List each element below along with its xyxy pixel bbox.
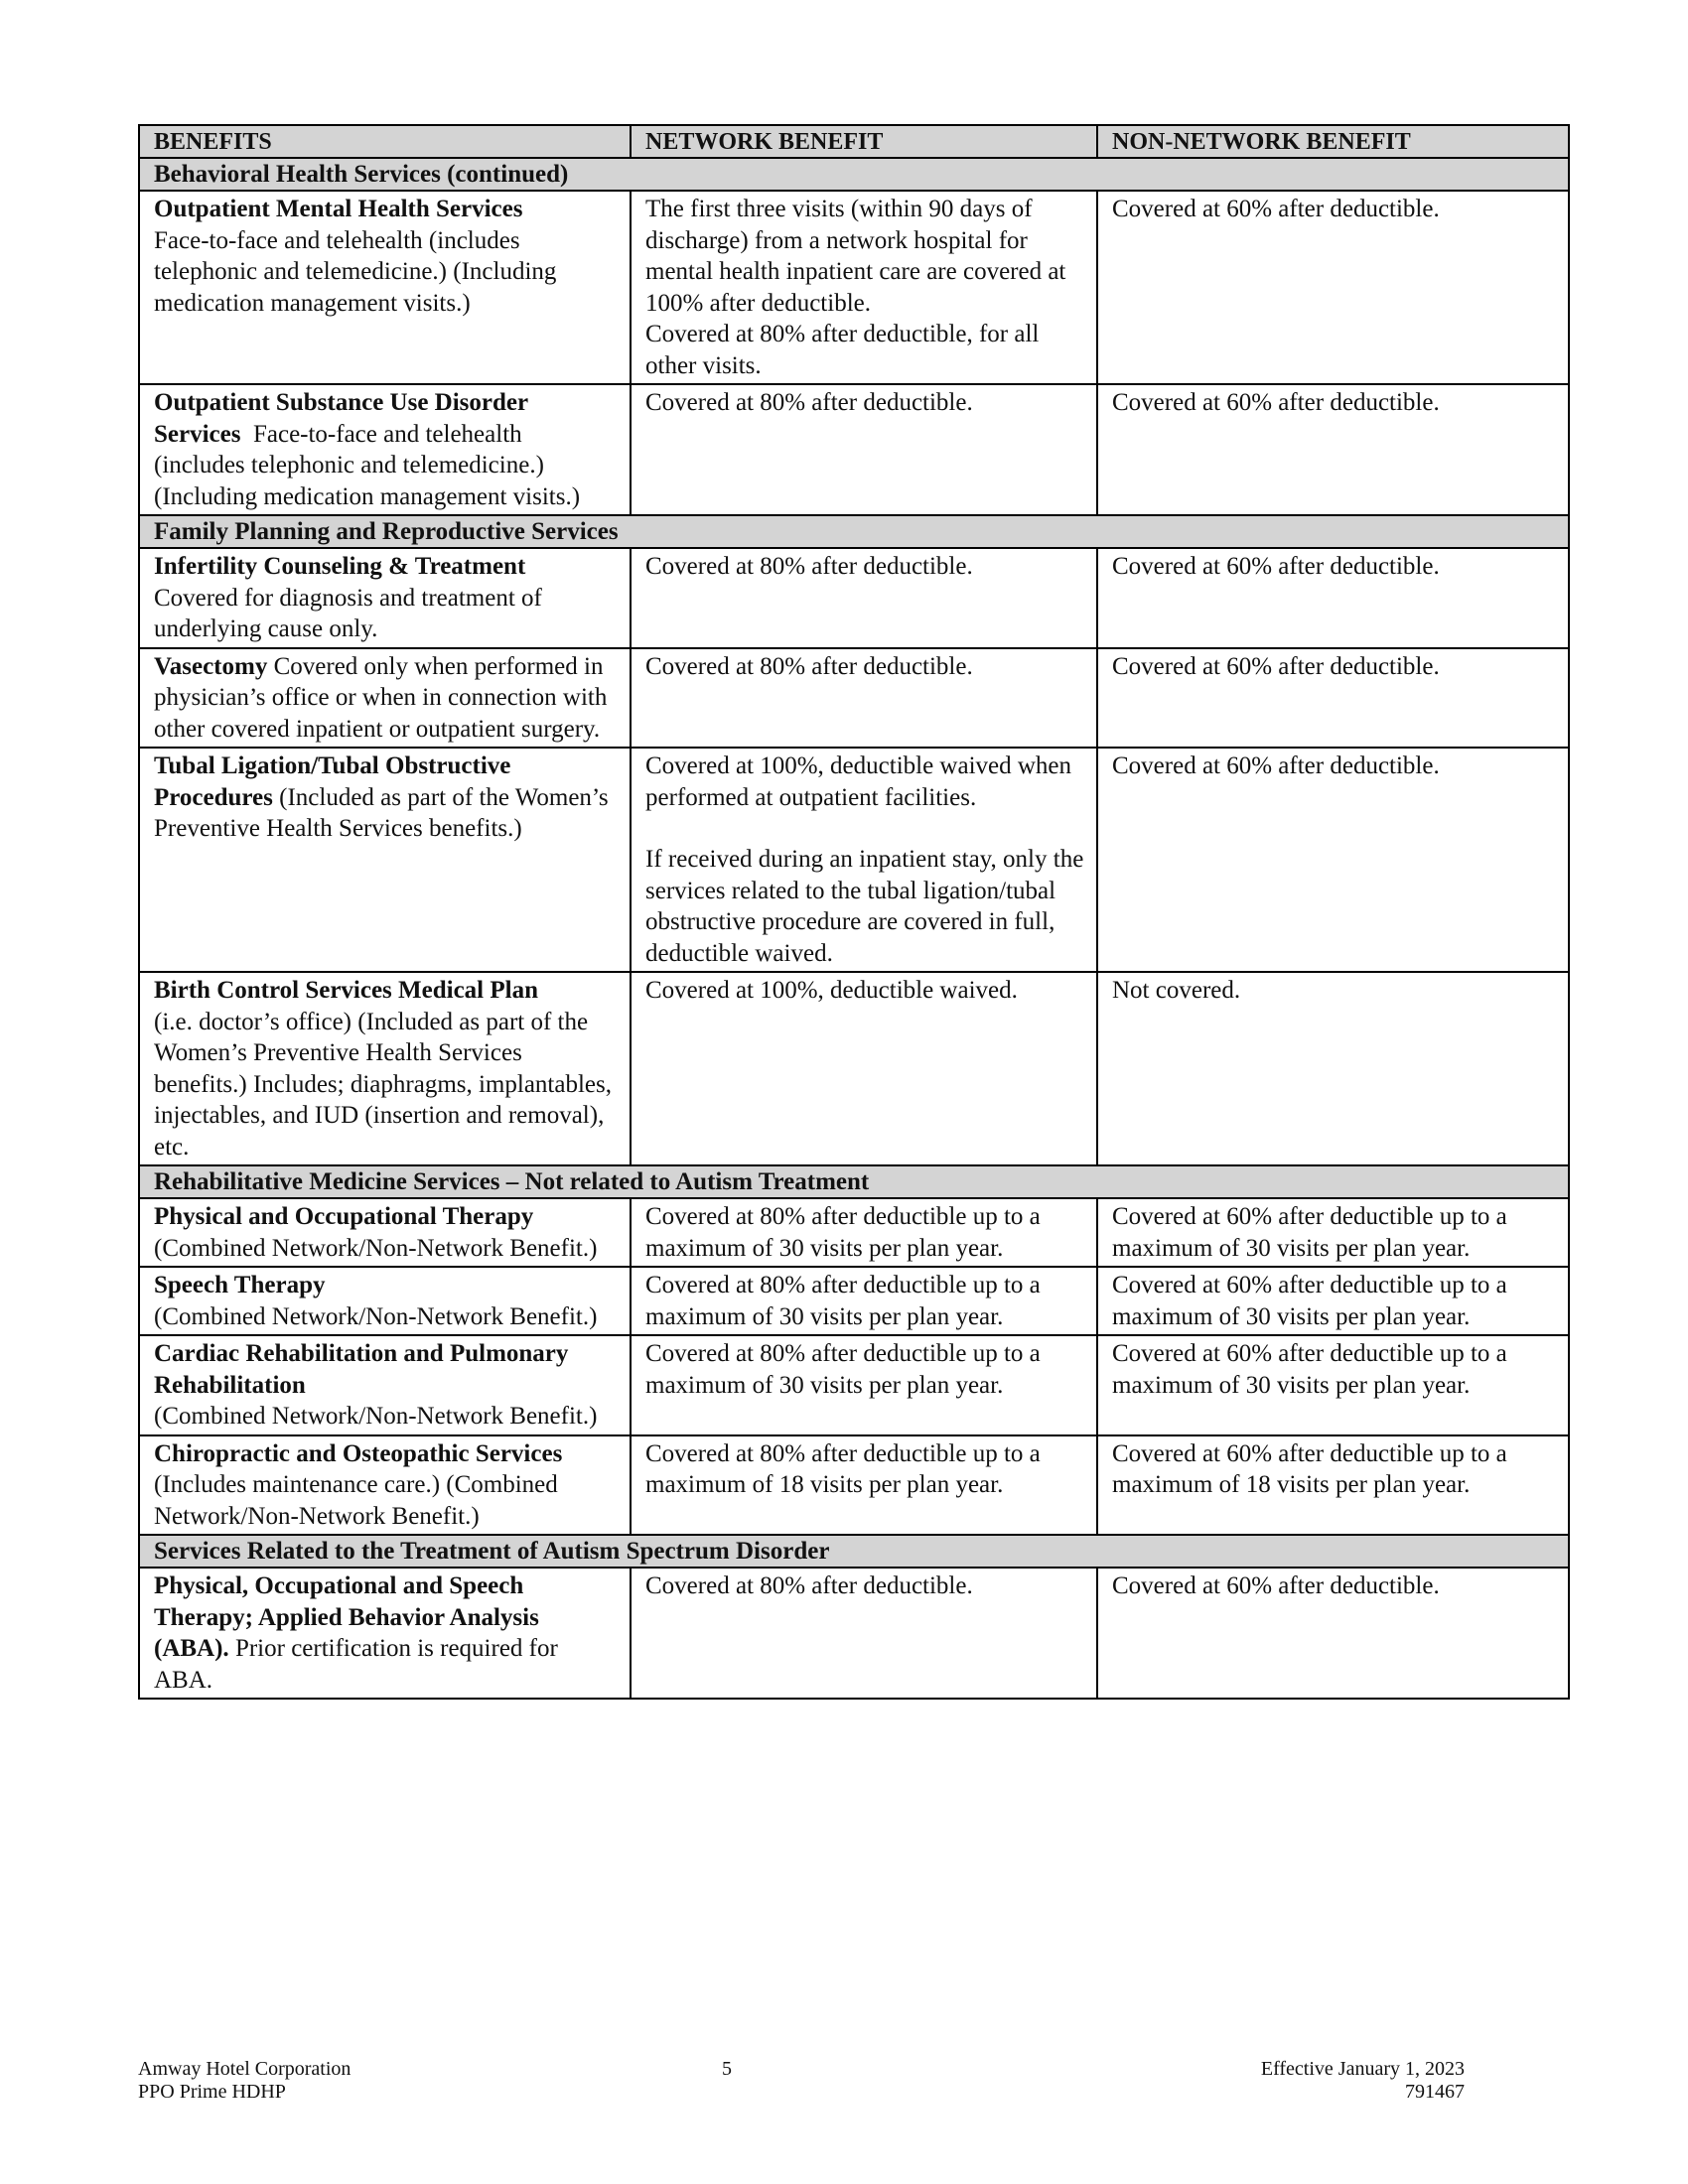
footer-plan: PPO Prime HDHP bbox=[138, 2081, 286, 2103]
benefit-cell bbox=[139, 748, 631, 972]
table-row bbox=[139, 1568, 1569, 1699]
benefit-name: Vasectomy bbox=[154, 652, 268, 680]
header-benefits: BENEFITS bbox=[139, 125, 631, 158]
non-network-cell: Covered at 60% after deductible up to a maximum of 18 visits per plan year. bbox=[1097, 1435, 1569, 1536]
section-row bbox=[139, 1165, 1569, 1198]
benefit-cell bbox=[139, 1267, 631, 1335]
network-cell: Covered at 80% after deductible. bbox=[631, 384, 1097, 515]
benefit-name: Outpatient Substance Use Disorder Services bbox=[154, 389, 528, 448]
benefit-description: (Combined Network/Non-Network Benefit.) bbox=[154, 1302, 598, 1330]
benefit-cell bbox=[139, 384, 631, 515]
benefit-description: (i.e. doctor’s office) (Included as part of the Women’s Preventive Health Services benefits.) Includes; diaphragms, implantables, injectables, and IUD (insertion and removal), etc. bbox=[154, 1008, 612, 1160]
footer-doc-number: 791467 bbox=[1405, 2081, 1465, 2103]
non-network-cell: Covered at 60% after deductible up to a maximum of 30 visits per plan year. bbox=[1097, 1335, 1569, 1435]
benefit-description: Covered only when performed in physician’s office or when in connection with other covered inpatient or outpatient surgery. bbox=[154, 652, 608, 743]
benefit-description: (Combined Network/Non-Network Benefit.) bbox=[154, 1403, 598, 1430]
footer-effective-date: Effective January 1, 2023 bbox=[1260, 2058, 1465, 2080]
section-row bbox=[139, 1535, 1569, 1568]
section-row bbox=[139, 158, 1569, 191]
benefit-name: Speech Therapy bbox=[154, 1272, 326, 1298]
non-network-cell: Covered at 60% after deductible up to a maximum of 30 visits per plan year. bbox=[1097, 1267, 1569, 1335]
benefit-description: Prior certification is required for ABA. bbox=[154, 1635, 558, 1694]
benefit-cell bbox=[139, 1435, 631, 1536]
benefit-name: Chiropractic and Osteopathic Services bbox=[154, 1439, 563, 1467]
network-text: If received during an inpatient stay, only the services related to the tubal ligation/tubal obstructive procedure are covered in full, deductible waived. bbox=[645, 846, 1084, 967]
network-cell: Covered at 80% after deductible. bbox=[631, 1568, 1097, 1699]
benefit-description: Face-to-face and telehealth (includes telephonic and telemedicine.) (Including medication management visits.) bbox=[154, 420, 581, 510]
non-network-cell: Not covered. bbox=[1097, 972, 1569, 1165]
network-cell bbox=[631, 191, 1097, 384]
benefit-cell bbox=[139, 1335, 631, 1435]
benefit-description: (Combined Network/Non-Network Benefit.) bbox=[154, 1234, 598, 1262]
table-row bbox=[139, 1267, 1569, 1335]
footer-left bbox=[138, 2058, 351, 2104]
non-network-cell: Covered at 60% after deductible up to a maximum of 30 visits per plan year. bbox=[1097, 1198, 1569, 1267]
benefit-name: Birth Control Services Medical Plan bbox=[154, 977, 538, 1004]
footer-right bbox=[1261, 2058, 1465, 2104]
table-row bbox=[139, 648, 1569, 749]
table-row bbox=[139, 548, 1569, 648]
network-cell bbox=[631, 748, 1097, 972]
network-text: Covered at 80% after deductible, for all other visits. bbox=[645, 321, 1040, 379]
network-cell: Covered at 80% after deductible. bbox=[631, 548, 1097, 648]
table-row bbox=[139, 1435, 1569, 1536]
network-cell: Covered at 100%, deductible waived. bbox=[631, 972, 1097, 1165]
non-network-cell: Covered at 60% after deductible. bbox=[1097, 384, 1569, 515]
benefit-description: Face-to-face and telehealth (includes telephonic and telemedicine.) (Including medication management visits.) bbox=[154, 226, 557, 317]
benefit-name: Outpatient Mental Health Services bbox=[154, 196, 523, 222]
section-title: Behavioral Health Services (continued) bbox=[139, 158, 1569, 191]
table-row bbox=[139, 384, 1569, 515]
network-cell: Covered at 80% after deductible up to a maximum of 30 visits per plan year. bbox=[631, 1198, 1097, 1267]
benefit-cell bbox=[139, 548, 631, 648]
benefit-cell bbox=[139, 1568, 631, 1699]
footer-company: Amway Hotel Corporation bbox=[138, 2058, 352, 2080]
section-title: Family Planning and Reproductive Services bbox=[139, 515, 1569, 548]
benefit-name: Infertility Counseling & Treatment bbox=[154, 553, 526, 580]
non-network-cell: Covered at 60% after deductible. bbox=[1097, 1568, 1569, 1699]
non-network-cell: Covered at 60% after deductible. bbox=[1097, 648, 1569, 749]
non-network-cell: Covered at 60% after deductible. bbox=[1097, 548, 1569, 648]
benefit-cell bbox=[139, 972, 631, 1165]
footer-page-number: 5 bbox=[722, 2058, 732, 2080]
benefit-name: Physical and Occupational Therapy bbox=[154, 1203, 534, 1230]
benefit-name: Physical, Occupational and Speech Therapy; Applied Behavior Analysis (ABA). bbox=[154, 1572, 539, 1662]
benefits-table bbox=[138, 124, 1570, 1700]
benefit-description: (Included as part of the Women’s Preventive Health Services benefits.) bbox=[154, 783, 609, 842]
table-row bbox=[139, 1198, 1569, 1267]
network-cell: Covered at 80% after deductible up to a maximum of 18 visits per plan year. bbox=[631, 1435, 1097, 1536]
network-cell: Covered at 80% after deductible up to a maximum of 30 visits per plan year. bbox=[631, 1335, 1097, 1435]
network-text: The first three visits (within 90 days of discharge) from a network hospital for mental health inpatient care are covered at 100% after deductible. bbox=[645, 196, 1066, 317]
benefit-description: (Includes maintenance care.) (Combined Network/Non-Network Benefit.) bbox=[154, 1471, 558, 1530]
header-network-benefit: NETWORK BENEFIT bbox=[631, 125, 1097, 158]
table-row bbox=[139, 972, 1569, 1165]
header-non-network-benefit: NON-NETWORK BENEFIT bbox=[1097, 125, 1569, 158]
benefit-cell bbox=[139, 191, 631, 384]
benefit-description: Covered for diagnosis and treatment of underlying cause only. bbox=[154, 584, 542, 642]
benefit-cell bbox=[139, 648, 631, 749]
network-cell: Covered at 80% after deductible up to a maximum of 30 visits per plan year. bbox=[631, 1267, 1097, 1335]
section-title: Rehabilitative Medicine Services – Not related to Autism Treatment bbox=[139, 1165, 1569, 1198]
table-row bbox=[139, 748, 1569, 972]
benefit-cell bbox=[139, 1198, 631, 1267]
network-text: Covered at 100%, deductible waived when performed at outpatient facilities. bbox=[645, 752, 1072, 811]
non-network-cell: Covered at 60% after deductible. bbox=[1097, 191, 1569, 384]
table-row bbox=[139, 191, 1569, 384]
section-title: Services Related to the Treatment of Autism Spectrum Disorder bbox=[139, 1535, 1569, 1568]
table-header-row bbox=[139, 125, 1569, 158]
benefit-name: Tubal Ligation/Tubal Obstructive Procedures bbox=[154, 752, 511, 811]
table-row bbox=[139, 1335, 1569, 1435]
benefit-name: Cardiac Rehabilitation and Pulmonary Rehabilitation bbox=[154, 1340, 569, 1399]
network-cell: Covered at 80% after deductible. bbox=[631, 648, 1097, 749]
section-row bbox=[139, 515, 1569, 548]
non-network-cell: Covered at 60% after deductible. bbox=[1097, 748, 1569, 972]
